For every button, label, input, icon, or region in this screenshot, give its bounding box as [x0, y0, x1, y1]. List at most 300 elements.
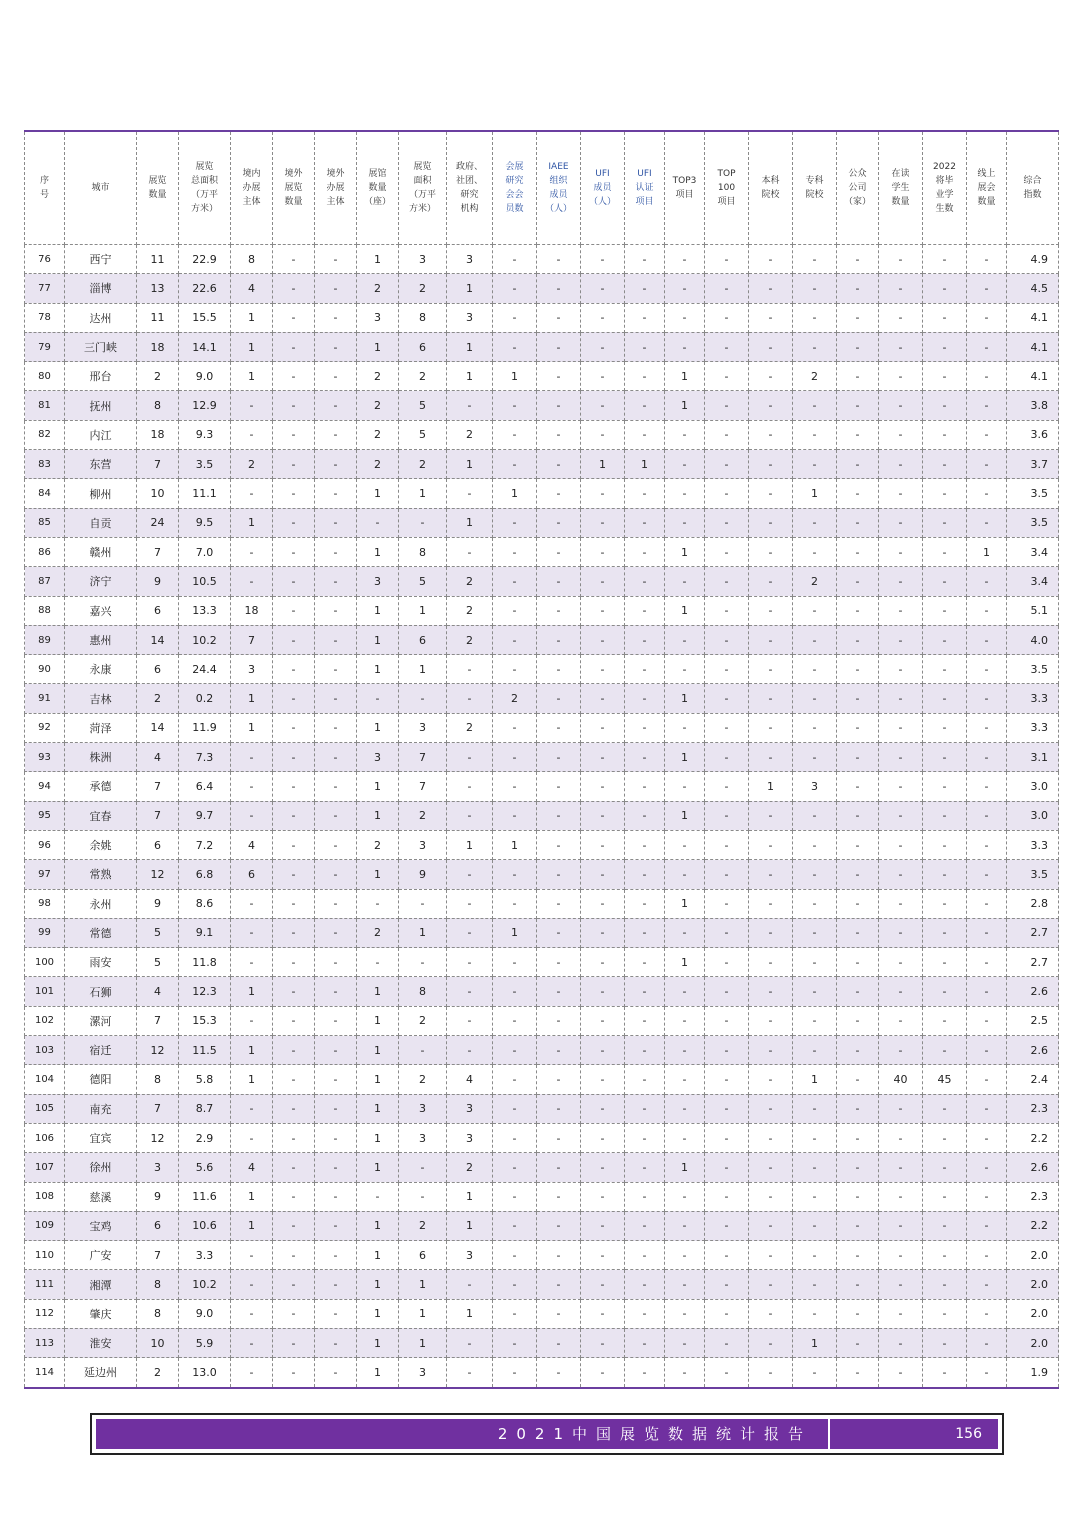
table-cell: -	[923, 1153, 967, 1182]
table-cell: -	[967, 1211, 1007, 1240]
table-cell: -	[625, 889, 665, 918]
table-cell: -	[749, 1065, 793, 1094]
table-cell: -	[315, 1123, 357, 1152]
row-number-cell: 97	[25, 860, 65, 889]
row-number-cell: 79	[25, 332, 65, 361]
table-cell: -	[581, 625, 625, 654]
table-row	[25, 889, 1059, 918]
table-cell: -	[273, 1094, 315, 1123]
table-cell: -	[749, 684, 793, 713]
table-cell: 1	[357, 625, 399, 654]
table-cell: 1	[231, 1036, 273, 1065]
table-cell: 1	[447, 1299, 493, 1328]
table-cell: 1	[357, 977, 399, 1006]
table-cell: -	[537, 1299, 581, 1328]
table-cell: -	[665, 450, 705, 479]
table-cell: -	[749, 1182, 793, 1211]
table-cell: -	[273, 362, 315, 391]
table-cell: 1	[231, 508, 273, 537]
table-cell: -	[625, 245, 665, 274]
table-cell: -	[537, 1036, 581, 1065]
table-cell: 24	[137, 508, 179, 537]
table-cell: 1	[581, 450, 625, 479]
table-cell: -	[793, 655, 837, 684]
row-number-cell: 103	[25, 1036, 65, 1065]
table-cell: -	[967, 713, 1007, 742]
table-row	[25, 391, 1059, 420]
table-cell: -	[923, 713, 967, 742]
row-number-cell: 78	[25, 303, 65, 332]
table-cell: 10.2	[179, 1270, 231, 1299]
table-cell: 1	[357, 860, 399, 889]
table-cell: 2	[357, 420, 399, 449]
table-cell: -	[315, 245, 357, 274]
table-cell: -	[967, 977, 1007, 1006]
report-title: 2021中国展览数据统计报告	[497, 1425, 812, 1443]
table-cell: 5.1	[1007, 596, 1059, 625]
table-cell: 40	[879, 1065, 923, 1094]
table-cell: -	[447, 1006, 493, 1035]
table-cell: -	[315, 889, 357, 918]
table-cell: 1	[493, 830, 537, 859]
table-cell: 3.0	[1007, 772, 1059, 801]
table-cell: -	[749, 537, 793, 566]
table-cell: 4	[137, 743, 179, 772]
table-cell: -	[231, 567, 273, 596]
table-cell: 3	[447, 1094, 493, 1123]
table-cell: -	[581, 772, 625, 801]
table-cell: -	[879, 889, 923, 918]
table-cell: -	[967, 655, 1007, 684]
table-cell: -	[967, 420, 1007, 449]
table-cell: -	[837, 948, 879, 977]
table-cell: -	[879, 860, 923, 889]
table-cell: 1	[447, 1182, 493, 1211]
table-cell: 8	[231, 245, 273, 274]
table-cell: -	[749, 801, 793, 830]
table-cell: -	[967, 567, 1007, 596]
table-cell: -	[581, 567, 625, 596]
table-cell: -	[625, 1065, 665, 1094]
table-cell: -	[315, 1153, 357, 1182]
table-cell: -	[447, 655, 493, 684]
table-cell: -	[537, 1270, 581, 1299]
table-cell: 2	[357, 830, 399, 859]
table-cell: 0.2	[179, 684, 231, 713]
table-cell: -	[837, 1211, 879, 1240]
table-cell: 7	[137, 801, 179, 830]
table-cell: -	[967, 918, 1007, 947]
table-cell: 1	[357, 1065, 399, 1094]
table-cell: 6	[399, 1241, 447, 1270]
table-cell: -	[273, 245, 315, 274]
table-cell: -	[837, 1328, 879, 1357]
table-cell: -	[625, 537, 665, 566]
table-cell: -	[581, 860, 625, 889]
column-header: 在读 学生 数量	[879, 131, 923, 245]
table-cell: -	[399, 684, 447, 713]
table-cell: -	[749, 274, 793, 303]
table-cell: -	[315, 450, 357, 479]
table-cell: 1	[665, 537, 705, 566]
table-cell: -	[705, 1211, 749, 1240]
table-cell: -	[447, 479, 493, 508]
table-cell: -	[537, 245, 581, 274]
table-cell: -	[879, 332, 923, 361]
table-cell: -	[749, 977, 793, 1006]
table-cell: -	[273, 450, 315, 479]
column-header: 境外 展览 数量	[273, 131, 315, 245]
table-cell: -	[879, 450, 923, 479]
city-cell: 淄博	[65, 274, 137, 303]
table-cell: 2	[399, 1006, 447, 1035]
table-cell: 6	[137, 830, 179, 859]
table-cell: -	[273, 830, 315, 859]
city-cell: 株洲	[65, 743, 137, 772]
row-number-cell: 91	[25, 684, 65, 713]
table-cell: -	[749, 1036, 793, 1065]
table-cell: -	[665, 303, 705, 332]
city-cell: 内江	[65, 420, 137, 449]
table-cell: -	[705, 1270, 749, 1299]
table-cell: -	[493, 1036, 537, 1065]
table-cell: 11.1	[179, 479, 231, 508]
table-cell: -	[625, 1006, 665, 1035]
table-cell: -	[493, 1065, 537, 1094]
city-cell: 东营	[65, 450, 137, 479]
table-cell: 2	[357, 450, 399, 479]
table-cell: -	[879, 1182, 923, 1211]
table-row	[25, 684, 1059, 713]
table-cell: 9	[137, 567, 179, 596]
table-cell: -	[749, 303, 793, 332]
table-cell: -	[665, 830, 705, 859]
table-cell: -	[273, 889, 315, 918]
table-cell: 2	[447, 596, 493, 625]
table-cell: -	[967, 303, 1007, 332]
table-cell: 2	[399, 1065, 447, 1094]
city-cell: 广安	[65, 1241, 137, 1270]
row-number-cell: 107	[25, 1153, 65, 1182]
table-cell: -	[837, 1241, 879, 1270]
table-cell: -	[665, 479, 705, 508]
table-cell: -	[837, 450, 879, 479]
table-cell: -	[793, 450, 837, 479]
table-cell: -	[967, 743, 1007, 772]
table-cell: -	[231, 420, 273, 449]
table-cell: 2.0	[1007, 1299, 1059, 1328]
table-cell: -	[273, 537, 315, 566]
table-cell: -	[705, 655, 749, 684]
table-cell: 4.1	[1007, 303, 1059, 332]
row-number-cell: 80	[25, 362, 65, 391]
table-cell: -	[879, 684, 923, 713]
table-cell: -	[879, 537, 923, 566]
table-cell: 1	[357, 537, 399, 566]
table-cell: -	[315, 1094, 357, 1123]
table-cell: 1	[231, 713, 273, 742]
table-cell: 3.5	[1007, 655, 1059, 684]
table-cell: -	[315, 1358, 357, 1388]
table-row	[25, 1241, 1059, 1270]
table-row	[25, 508, 1059, 537]
table-cell: -	[665, 1270, 705, 1299]
table-cell: -	[879, 1123, 923, 1152]
table-cell: -	[537, 274, 581, 303]
column-header: 线上 展会 数量	[967, 131, 1007, 245]
table-cell: -	[625, 801, 665, 830]
column-header: 城市	[65, 131, 137, 245]
table-cell: -	[967, 1123, 1007, 1152]
row-number-cell: 106	[25, 1123, 65, 1152]
table-cell: -	[273, 684, 315, 713]
table-cell: 9	[137, 889, 179, 918]
table-row	[25, 743, 1059, 772]
table-cell: -	[793, 684, 837, 713]
table-cell: -	[537, 1182, 581, 1211]
table-cell: 1	[357, 1094, 399, 1123]
table-cell: 1	[357, 1328, 399, 1357]
table-cell: -	[537, 420, 581, 449]
city-cell: 南充	[65, 1094, 137, 1123]
table-cell: 4.0	[1007, 625, 1059, 654]
table-cell: -	[793, 1270, 837, 1299]
table-cell: -	[665, 1094, 705, 1123]
table-cell: 11.9	[179, 713, 231, 742]
table-cell: -	[837, 860, 879, 889]
table-cell: -	[665, 860, 705, 889]
table-cell: -	[967, 1094, 1007, 1123]
table-cell: -	[967, 625, 1007, 654]
table-cell: 1	[231, 1211, 273, 1240]
table-cell: -	[537, 655, 581, 684]
table-cell: -	[967, 830, 1007, 859]
table-cell: -	[705, 1065, 749, 1094]
table-cell: 2	[399, 450, 447, 479]
table-cell: 9	[137, 1182, 179, 1211]
table-cell: -	[493, 596, 537, 625]
table-cell: 2	[793, 567, 837, 596]
table-cell: 1	[665, 743, 705, 772]
table-cell: -	[231, 889, 273, 918]
table-cell: 2.0	[1007, 1270, 1059, 1299]
table-cell: -	[923, 508, 967, 537]
city-cell: 德阳	[65, 1065, 137, 1094]
row-number-cell: 110	[25, 1241, 65, 1270]
table-cell: 2	[399, 1211, 447, 1240]
table-cell: -	[581, 1182, 625, 1211]
table-cell: -	[837, 801, 879, 830]
column-header: TOP 100 项目	[705, 131, 749, 245]
table-cell: -	[581, 1065, 625, 1094]
table-cell: 10.2	[179, 625, 231, 654]
table-cell: -	[581, 274, 625, 303]
table-cell: -	[749, 450, 793, 479]
column-header: 境外 办展 主体	[315, 131, 357, 245]
table-cell: -	[273, 508, 315, 537]
table-cell: -	[967, 362, 1007, 391]
table-cell: 6	[137, 655, 179, 684]
table-cell: -	[665, 1036, 705, 1065]
table-cell: -	[749, 391, 793, 420]
column-header: IAEE 组织 成员 （人）	[537, 131, 581, 245]
table-cell: 4.9	[1007, 245, 1059, 274]
table-cell: 1	[447, 274, 493, 303]
table-cell: 1	[231, 1182, 273, 1211]
table-cell: -	[625, 625, 665, 654]
table-cell: -	[315, 830, 357, 859]
table-cell: -	[837, 772, 879, 801]
table-cell: -	[705, 1358, 749, 1388]
table-cell: -	[493, 508, 537, 537]
table-cell: -	[625, 743, 665, 772]
table-cell: 14	[137, 625, 179, 654]
table-cell: -	[879, 508, 923, 537]
table-cell: -	[837, 977, 879, 1006]
table-cell: -	[625, 1211, 665, 1240]
city-cell: 赣州	[65, 537, 137, 566]
table-cell: -	[357, 889, 399, 918]
table-cell: 7.3	[179, 743, 231, 772]
table-cell: -	[705, 303, 749, 332]
table-row	[25, 537, 1059, 566]
table-cell: -	[273, 1123, 315, 1152]
table-cell: -	[537, 567, 581, 596]
row-number-cell: 84	[25, 479, 65, 508]
table-cell: 3.5	[179, 450, 231, 479]
table-cell: -	[837, 1299, 879, 1328]
table-cell: -	[705, 1094, 749, 1123]
table-cell: -	[447, 860, 493, 889]
table-cell: -	[273, 1299, 315, 1328]
table-cell: 1	[357, 772, 399, 801]
table-cell: -	[923, 537, 967, 566]
table-cell: -	[837, 918, 879, 947]
table-cell: 1	[357, 713, 399, 742]
city-cell: 湘潭	[65, 1270, 137, 1299]
table-cell: -	[231, 1270, 273, 1299]
table-cell: 2	[399, 362, 447, 391]
table-cell: -	[581, 596, 625, 625]
table-cell: 3	[447, 303, 493, 332]
table-cell: -	[581, 1006, 625, 1035]
table-cell: -	[879, 479, 923, 508]
table-cell: -	[537, 537, 581, 566]
table-cell: 1	[357, 245, 399, 274]
city-cell: 徐州	[65, 1153, 137, 1182]
table-cell: -	[837, 1270, 879, 1299]
table-cell: -	[493, 948, 537, 977]
table-cell: -	[705, 1182, 749, 1211]
table-cell: -	[793, 1211, 837, 1240]
row-number-cell: 99	[25, 918, 65, 947]
table-cell: -	[705, 537, 749, 566]
table-cell: 14.1	[179, 332, 231, 361]
table-cell: 8	[137, 1065, 179, 1094]
table-cell: -	[625, 713, 665, 742]
table-cell: -	[793, 713, 837, 742]
table-cell: 1	[625, 450, 665, 479]
table-cell: 8	[399, 303, 447, 332]
table-cell: -	[705, 420, 749, 449]
table-cell: 6	[137, 1211, 179, 1240]
table-cell: -	[315, 655, 357, 684]
table-cell: -	[793, 889, 837, 918]
row-number-cell: 113	[25, 1328, 65, 1357]
table-cell: -	[231, 743, 273, 772]
table-cell: -	[273, 977, 315, 1006]
table-cell: -	[837, 1123, 879, 1152]
table-cell: 2	[399, 801, 447, 830]
table-cell: -	[923, 625, 967, 654]
table-cell: -	[705, 889, 749, 918]
table-cell: -	[837, 596, 879, 625]
table-cell: -	[273, 420, 315, 449]
table-cell: -	[537, 332, 581, 361]
table-cell: -	[967, 450, 1007, 479]
table-cell: 1	[399, 918, 447, 947]
table-cell: -	[749, 1241, 793, 1270]
table-cell: -	[315, 391, 357, 420]
table-row	[25, 772, 1059, 801]
table-cell: 12.9	[179, 391, 231, 420]
table-cell: -	[447, 948, 493, 977]
table-cell: -	[923, 245, 967, 274]
table-cell: 2.0	[1007, 1328, 1059, 1357]
table-cell: 5	[399, 391, 447, 420]
table-cell: -	[793, 1094, 837, 1123]
table-cell: -	[879, 713, 923, 742]
table-cell: -	[273, 948, 315, 977]
table-cell: -	[923, 1006, 967, 1035]
table-cell: 2	[231, 450, 273, 479]
table-cell: -	[315, 1065, 357, 1094]
table-cell: -	[273, 391, 315, 420]
table-cell: -	[581, 1211, 625, 1240]
table-cell: -	[273, 479, 315, 508]
city-cell: 吉林	[65, 684, 137, 713]
table-cell: 1	[967, 537, 1007, 566]
table-cell: 1	[231, 684, 273, 713]
row-number-cell: 90	[25, 655, 65, 684]
table-cell: -	[447, 1270, 493, 1299]
table-cell: 3	[793, 772, 837, 801]
table-cell: -	[581, 918, 625, 947]
table-cell: 7.0	[179, 537, 231, 566]
table-cell: 4	[137, 977, 179, 1006]
table-cell: -	[793, 1123, 837, 1152]
table-cell: -	[581, 1270, 625, 1299]
table-cell: -	[315, 1036, 357, 1065]
table-cell: -	[581, 508, 625, 537]
table-cell: -	[665, 1328, 705, 1357]
table-cell: -	[537, 889, 581, 918]
table-cell: -	[837, 743, 879, 772]
page-footer	[90, 1413, 1004, 1455]
table-cell: -	[447, 1358, 493, 1388]
table-cell: -	[537, 479, 581, 508]
table-cell: 3.4	[1007, 567, 1059, 596]
table-cell: -	[923, 918, 967, 947]
table-cell: 1	[357, 596, 399, 625]
table-cell: -	[315, 801, 357, 830]
table-cell: -	[273, 655, 315, 684]
table-cell: 8.6	[179, 889, 231, 918]
table-cell: -	[357, 684, 399, 713]
table-row	[25, 713, 1059, 742]
table-cell: -	[537, 1358, 581, 1388]
table-cell: -	[231, 1358, 273, 1388]
